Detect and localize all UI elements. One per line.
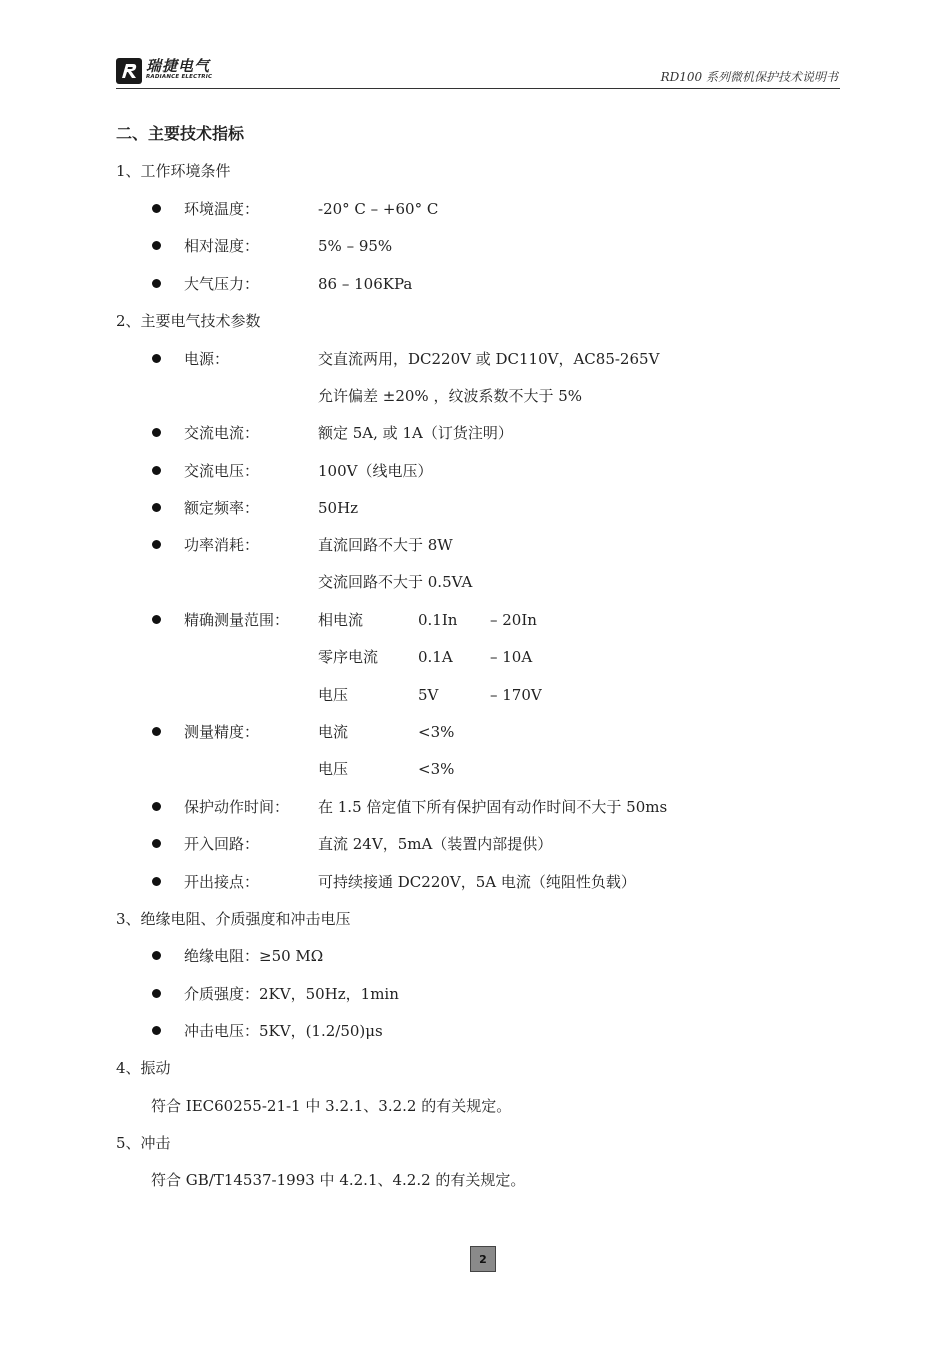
input-circuit-value: 直流 24V，5mA（装置内部提供） xyxy=(318,835,553,853)
power-value-tolerance: 允许偏差 ±20% ，纹波系数不大于 5% xyxy=(318,387,583,405)
subsection-title-3: 3、绝缘电阻、介质强度和冲击电压 xyxy=(116,910,351,928)
subsection-title-4: 4、振动 xyxy=(116,1059,171,1077)
logo-mark-icon xyxy=(116,58,142,84)
bullet-icon xyxy=(152,989,161,998)
bullet-icon xyxy=(152,540,161,549)
logo-english-name: RADIANCE ELECTRIC xyxy=(146,74,213,80)
input-circuit-label: 开入回路： xyxy=(184,835,260,853)
frequency-value: 50Hz xyxy=(318,499,359,517)
consumption-dc-value: 直流回路不大于 8W xyxy=(318,536,453,554)
bullet-icon xyxy=(152,802,161,811)
bullet-icon xyxy=(152,466,161,475)
range-row-low: 0.1A xyxy=(418,648,453,666)
measure-range-label: 精确测量范围： xyxy=(184,611,290,629)
ac-voltage-value: 100V（线电压） xyxy=(318,462,433,480)
power-label: 电源： xyxy=(184,350,230,368)
impulse-voltage: 冲击电压：5KV，(1.2/50)μs xyxy=(184,1022,383,1040)
page-number: 2 xyxy=(470,1246,496,1272)
vibration-text: 符合 IEC60255-21-1 中 3.2.1、3.2.2 的有关规定。 xyxy=(151,1097,512,1115)
consumption-ac-value: 交流回路不大于 0.5VA xyxy=(318,573,473,591)
bullet-icon xyxy=(152,839,161,848)
bullet-icon xyxy=(152,727,161,736)
output-contact-label: 开出接点： xyxy=(184,873,260,891)
accuracy-row-value: <3% xyxy=(418,723,455,741)
bullet-icon xyxy=(152,241,161,250)
shock-text: 符合 GB/T14537-1993 中 4.2.1、4.2.2 的有关规定。 xyxy=(151,1171,526,1189)
dielectric-strength: 介质强度：2KV，50Hz，1min xyxy=(184,985,399,1003)
logo-chinese-name: 瑞捷电气 xyxy=(146,57,211,75)
bullet-icon xyxy=(152,1026,161,1035)
bullet-icon xyxy=(152,279,161,288)
pressure-value: 86 – 106KPa xyxy=(318,275,413,293)
accuracy-row-name: 电压 xyxy=(318,760,349,778)
range-row-name: 电压 xyxy=(318,686,349,704)
bullet-icon xyxy=(152,951,161,960)
bullet-icon xyxy=(152,428,161,437)
consumption-label: 功率消耗： xyxy=(184,536,260,554)
ac-current-label: 交流电流： xyxy=(184,424,260,442)
section-title: 二、主要技术指标 xyxy=(116,124,245,143)
subsection-title-2: 2、主要电气技术参数 xyxy=(116,312,261,330)
ac-current-value: 额定 5A, 或 1A（订货注明） xyxy=(318,424,513,442)
humidity-label: 相对湿度： xyxy=(184,237,260,255)
bullet-icon xyxy=(152,615,161,624)
page-header xyxy=(116,56,840,89)
document-title: RD100 系列微机保护技术说明书 xyxy=(660,70,838,84)
range-row-high: – 170V xyxy=(490,686,542,704)
accuracy-label: 测量精度： xyxy=(184,723,260,741)
accuracy-row-value: <3% xyxy=(418,760,455,778)
power-value: 交直流两用，DC220V 或 DC110V，AC85-265V xyxy=(318,350,660,368)
output-contact-value: 可持续接通 DC220V，5A 电流（纯阻性负载） xyxy=(318,873,636,891)
range-row-high: – 20In xyxy=(490,611,537,629)
company-logo xyxy=(116,58,212,84)
bullet-icon xyxy=(152,204,161,213)
range-row-high: – 10A xyxy=(490,648,533,666)
bullet-icon xyxy=(152,503,161,512)
pressure-label: 大气压力： xyxy=(184,275,260,293)
subsection-title-1: 1、工作环境条件 xyxy=(116,162,231,180)
frequency-label: 额定频率： xyxy=(184,499,260,517)
env-temp-label: 环境温度： xyxy=(184,200,260,218)
env-temp-value: -20° C – +60° C xyxy=(318,200,439,218)
accuracy-row-name: 电流 xyxy=(318,723,349,741)
range-row-name: 零序电流 xyxy=(318,648,379,666)
action-time-value: 在 1.5 倍定值下所有保护固有动作时间不大于 50ms xyxy=(318,798,668,816)
insulation-resistance: 绝缘电阻：≥50 MΩ xyxy=(184,947,324,965)
range-row-low: 0.1In xyxy=(418,611,458,629)
bullet-icon xyxy=(152,354,161,363)
range-row-name: 相电流 xyxy=(318,611,364,629)
bullet-icon xyxy=(152,877,161,886)
range-row-low: 5V xyxy=(418,686,439,704)
subsection-title-5: 5、冲击 xyxy=(116,1134,171,1152)
humidity-value: 5% – 95% xyxy=(318,237,393,255)
action-time-label: 保护动作时间： xyxy=(184,798,290,816)
ac-voltage-label: 交流电压： xyxy=(184,462,260,480)
